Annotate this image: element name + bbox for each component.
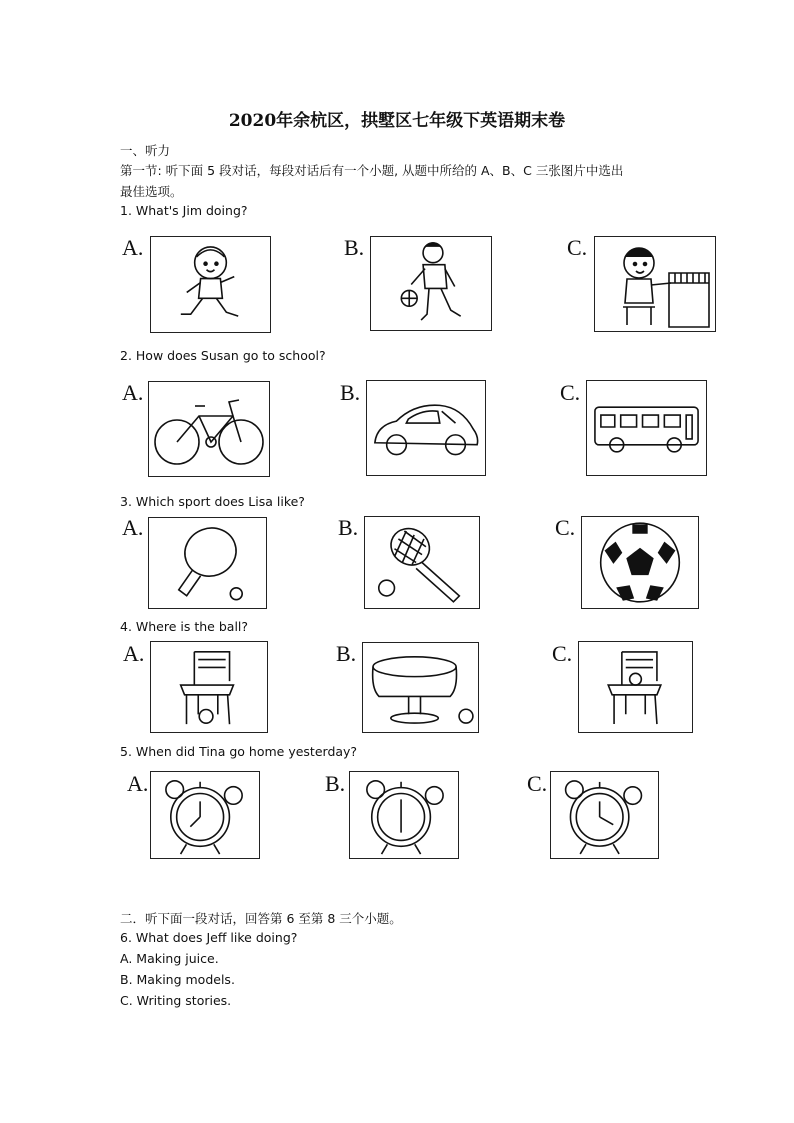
q3-option-b-letter: B. — [338, 515, 359, 540]
q2-option-c-letter: C. — [560, 380, 581, 405]
running-boy-icon — [151, 237, 270, 332]
table-ball-beside-icon — [363, 643, 478, 732]
q3-option-b-picture[interactable] — [364, 516, 480, 609]
q3-option-a-letter: A. — [122, 515, 144, 540]
section1-heading: 一、听力 — [120, 143, 171, 158]
q5-option-c-letter: C. — [527, 771, 548, 796]
q1-option-a-letter: A. — [122, 235, 144, 260]
q4-option-c-picture[interactable] — [578, 641, 693, 733]
section1-instruction-line1: 第一节: 听下面 5 段对话，每段对话后有一个小题, 从题中所给的 A、B、C 三张图片中选出 — [120, 163, 624, 178]
q4-option-c-letter: C. — [552, 641, 573, 666]
q5-option-a-picture[interactable] — [150, 771, 260, 859]
piano-boy-icon — [595, 237, 715, 331]
q1-option-c-picture[interactable] — [594, 236, 716, 332]
question-2-text: 2. How does Susan go to school? — [120, 348, 326, 363]
q6-option-b[interactable]: B. Making models. — [120, 972, 235, 987]
alarm-clock-icon — [151, 772, 259, 858]
q1-option-b-letter: B. — [344, 235, 365, 260]
alarm-clock-icon — [551, 772, 658, 858]
q3-option-a-picture[interactable] — [148, 517, 267, 609]
q5-option-b-picture[interactable] — [349, 771, 459, 859]
q3-option-c-letter: C. — [555, 515, 576, 540]
question-3-text: 3. Which sport does Lisa like? — [120, 494, 305, 509]
q1-option-b-picture[interactable] — [370, 236, 492, 331]
question-1-text: 1. What's Jim doing? — [120, 203, 248, 218]
q6-option-a[interactable]: A. Making juice. — [120, 951, 219, 966]
basketball-boy-icon — [371, 237, 491, 330]
q5-option-c-picture[interactable] — [550, 771, 659, 859]
page-title: 2020年余杭区，拱墅区七年级下英语期末卷 — [228, 111, 566, 131]
q1-option-c-letter: C. — [567, 235, 588, 260]
q4-option-b-letter: B. — [336, 641, 357, 666]
q4-option-b-picture[interactable] — [362, 642, 479, 733]
chair-ball-under-icon — [151, 642, 267, 732]
q2-option-a-picture[interactable] — [148, 381, 270, 477]
question-6-text: 6. What does Jeff like doing? — [120, 930, 298, 945]
q2-option-a-letter: A. — [122, 380, 144, 405]
q5-option-a-letter: A. — [127, 771, 149, 796]
soccer-ball-icon — [582, 517, 698, 608]
q1-option-a-picture[interactable] — [150, 236, 271, 333]
section2-heading: 二．听下面一段对话，回答第 6 至第 8 三个小题。 — [120, 911, 402, 926]
q2-option-c-picture[interactable] — [586, 380, 707, 476]
q2-option-b-picture[interactable] — [366, 380, 486, 476]
q4-option-a-letter: A. — [123, 641, 145, 666]
q5-option-b-letter: B. — [325, 771, 346, 796]
bicycle-icon — [149, 382, 269, 476]
car-icon — [367, 381, 485, 475]
question-4-text: 4. Where is the ball? — [120, 619, 249, 634]
bus-icon — [587, 381, 706, 475]
q4-option-a-picture[interactable] — [150, 641, 268, 733]
q3-option-c-picture[interactable] — [581, 516, 699, 609]
q2-option-b-letter: B. — [340, 380, 361, 405]
tennis-racket-icon — [365, 517, 479, 608]
alarm-clock-icon — [350, 772, 458, 858]
section1-instruction-line2: 最佳选项。 — [120, 184, 183, 199]
q6-option-c[interactable]: C. Writing stories. — [120, 993, 232, 1008]
ping-pong-paddle-icon — [149, 518, 266, 608]
question-5-text: 5. When did Tina go home yesterday? — [120, 744, 358, 759]
chair-ball-on-icon — [579, 642, 692, 732]
